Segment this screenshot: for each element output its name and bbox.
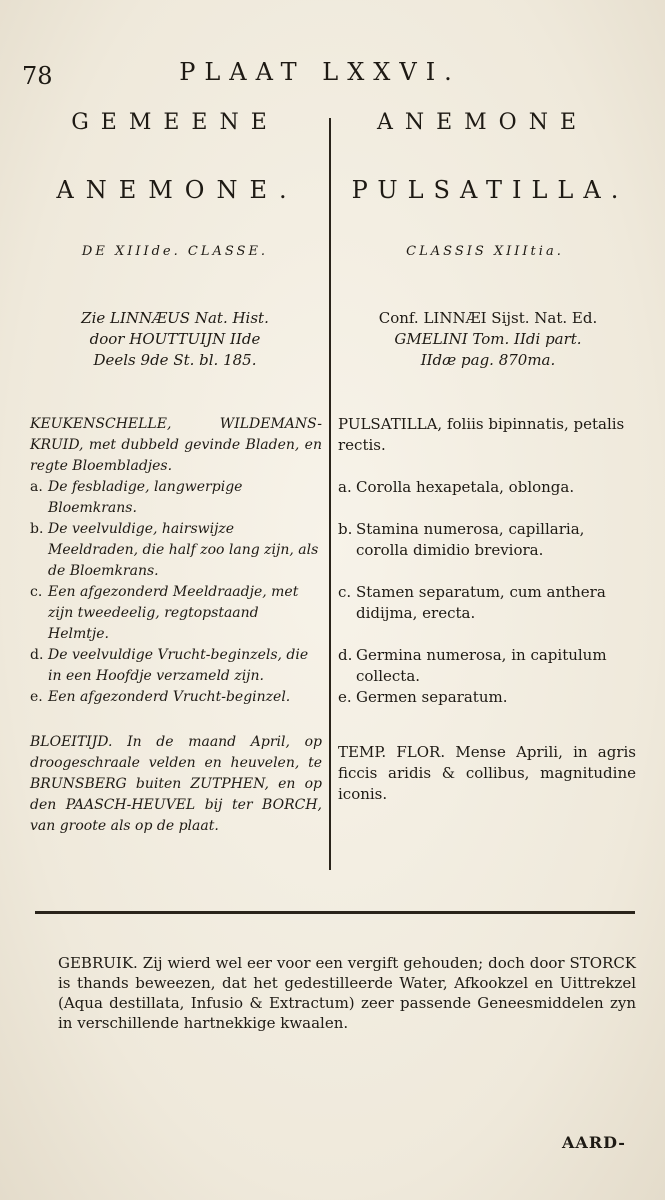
- right-name-line2: PULSATILLA.: [351, 176, 629, 204]
- right-item: [338, 477, 636, 498]
- item-label: d.: [30, 647, 44, 663]
- usage-paragraph: GEBRUIK. Zij wierd wel eer voor een vergift gehouden; doch door STORCK is thands beweezen, dat het gedestilleerde Water, Afkookzel en Uittrekzel (Aqua destillata, Infusio & Extractum) zeer passende Geneesmiddelen zyn in verschillende hartnekkige kwaalen.: [58, 954, 636, 1032]
- item-label: a.: [30, 479, 43, 495]
- item-text: Germen separatum.: [356, 688, 508, 706]
- right-reference-line: GMELINI Tom. IIdi part.: [394, 330, 582, 348]
- left-reference-line: Zie LINNÆUS Nat. Hist.: [81, 309, 269, 327]
- item-label: c.: [338, 583, 352, 601]
- page-number: 78: [22, 62, 53, 90]
- right-item: [338, 582, 636, 624]
- right-reference-line: Conf. LINNÆI Sijst. Nat. Ed.: [378, 309, 598, 327]
- item-label: a.: [338, 478, 352, 496]
- item-label: b.: [30, 521, 44, 537]
- item-text: Germina numerosa, in capitulum collecta.: [356, 646, 607, 685]
- item-text: De fesbladige, langwerpige Bloemkrans.: [48, 479, 243, 516]
- right-class: CLASSIS XIIItia.: [406, 244, 564, 259]
- right-item: [338, 519, 636, 561]
- left-item: [30, 582, 322, 645]
- left-reference-line: Deels 9de St. bl. 185.: [93, 351, 257, 369]
- catchword: AARD-: [562, 1133, 626, 1152]
- left-reference-line: door HOUTTUIJN IIde: [89, 330, 261, 348]
- right-bloom: TEMP. FLOR. Mense Aprili, in agris ficcis aridis & collibus, magnitudine iconis.: [338, 743, 636, 803]
- right-reference-line: IIdæ pag. 870ma.: [420, 351, 556, 369]
- left-item: [30, 519, 322, 582]
- left-item: [30, 477, 322, 519]
- item-label: c.: [30, 584, 43, 600]
- right-item: [338, 645, 636, 687]
- item-label: b.: [338, 520, 353, 538]
- left-name-line1: GEMEENE: [71, 110, 279, 135]
- item-label: d.: [338, 646, 353, 664]
- horizontal-rule: [35, 911, 635, 914]
- item-text: Een afgezonderd Vrucht-beginzel.: [48, 689, 291, 705]
- column-divider: [329, 118, 331, 870]
- left-class: DE XIIIde. CLASSE.: [81, 244, 269, 259]
- right-name-line1: ANEMONE: [376, 110, 589, 135]
- item-text: Corolla hexapetala, oblonga.: [356, 478, 575, 496]
- item-text: Een afgezonderd Meeldraadje, met zijn tweedeelig, regtopstaand Helmtje.: [48, 584, 299, 642]
- item-text: Stamina numerosa, capillaria, corolla dimidio breviora.: [356, 520, 585, 559]
- plate-title: PLAAT LXXVI.: [179, 58, 461, 86]
- right-description: PULSATILLA, foliis bipinnatis, petalis rectis.: [338, 415, 625, 454]
- right-body: [338, 414, 636, 805]
- left-item: [30, 645, 322, 687]
- item-text: De veelvuldige, hairswijze Meeldraden, die half zoo lang zijn, als de Bloemkrans.: [48, 521, 319, 579]
- right-item: [338, 687, 636, 708]
- item-label: e.: [338, 688, 352, 706]
- left-item: [30, 687, 322, 708]
- left-bloom: BLOEITIJD. In de maand April, op droogeschraale velden en heuvelen, te BRUNSBERG buiten ZUTPHEN, en op den PAASCH-HEUVEL bij ter BORCH, van groote als op de plaat.: [30, 734, 322, 834]
- item-text: De veelvuldige Vrucht-beginzels, die in een Hoofdje verzameld zijn.: [48, 647, 309, 684]
- item-text: Stamen separatum, cum anthera didijma, erecta.: [356, 583, 606, 622]
- left-description: KEUKENSCHELLE, WILDEMANS-KRUID, met dubbeld gevinde Bladen, en regte Bloembladjes.: [30, 416, 322, 474]
- item-label: e.: [30, 689, 43, 705]
- left-body: [30, 414, 322, 837]
- left-reference: [30, 308, 320, 371]
- left-name-line2: ANEMONE.: [56, 176, 299, 204]
- right-reference: [338, 308, 638, 371]
